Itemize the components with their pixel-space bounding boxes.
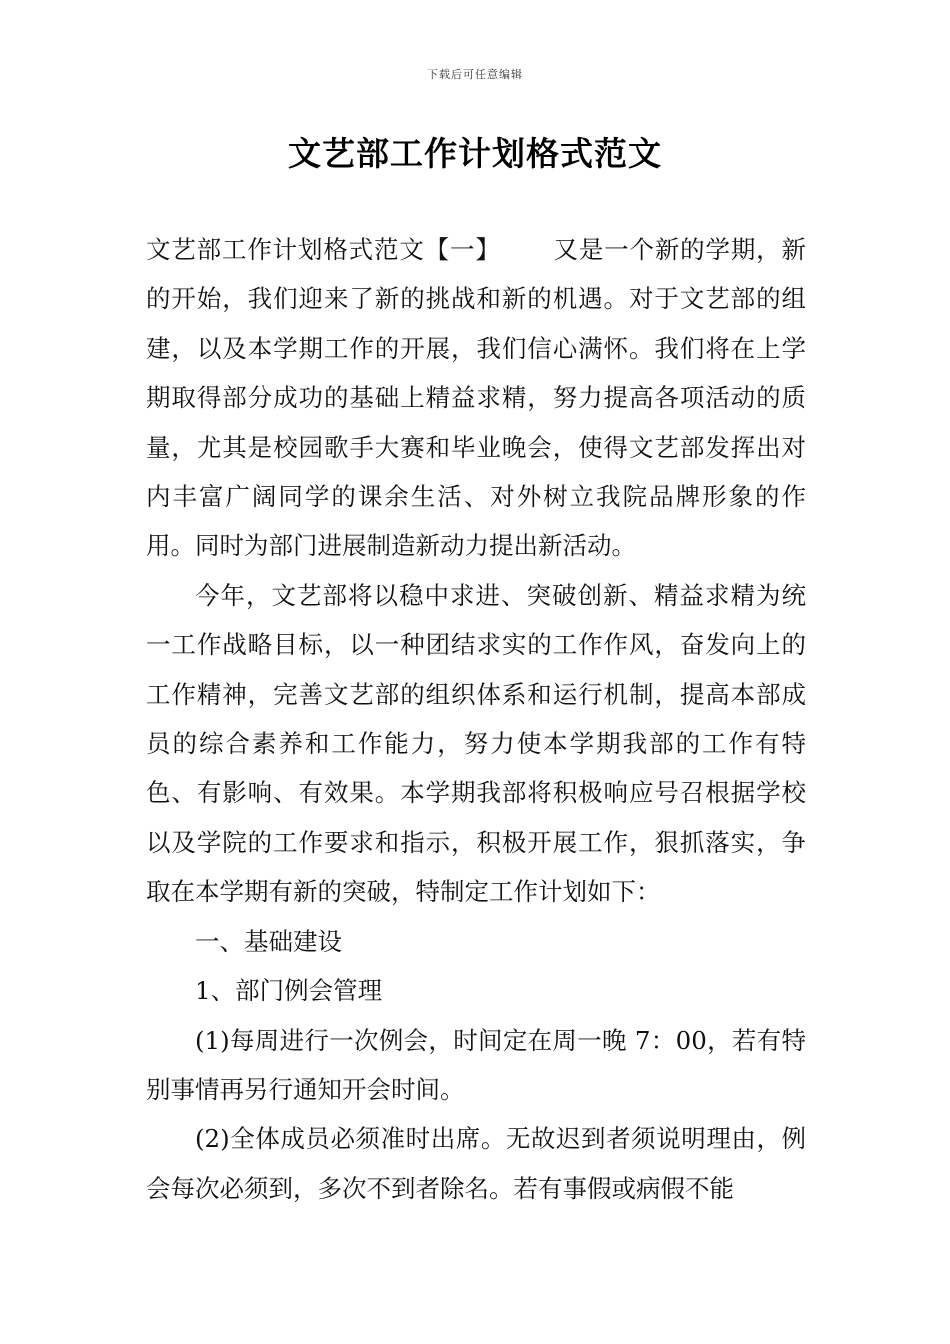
list-item-attendance: (2)全体成员必须准时出席。无故迟到者须说明理由，例会每次必须到，多次不到者除名。若有事假或病假不能 bbox=[146, 1124, 806, 1203]
paragraph-goals: 今年，文艺部将以稳中求进、突破创新、精益求精为统一工作战略目标，以一种团结求实的工作作风，奋发向上的工作精神，完善文艺部的组织体系和运行机制，提高本部成员的综合素养和工作能力，努力使本学期我部的工作有特色、有影响、有效果。本学期我部将积极响应号召根据学校以及学院的工作要求和指示，积极开展工作，狠抓落实，争取在本学期有新的突破，特制定工作计划如下： bbox=[146, 580, 806, 907]
paragraph-text: 又是一个新的学期，新的开始，我们迎来了新的挑战和新的机遇。对于文艺部的组建，以及本学期工作的开展，我们信心满怀。我们将在上学期取得部分成功的基础上精益求精，努力提高各项活动的质量，尤其是校园歌手大赛和毕业晚会，使得文艺部发挥出对内丰富广阔同学的课余生活、对外树立我院品牌形象的作用。同时为部门进展制造新动力提出新活动。 bbox=[146, 235, 807, 561]
list-item-weekly-meeting: (1)每周进行一次例会，时间定在周一晚 7：00，若有特别事情再另行通知开会时间。 bbox=[146, 1025, 806, 1104]
paragraph-intro bbox=[146, 225, 806, 571]
section-heading: 文艺部工作计划格式范文【一】 bbox=[146, 235, 501, 264]
subsection-heading-meeting-management: 1、部门例会管理 bbox=[195, 976, 383, 1006]
section-heading-basic-construction: 一、基础建设 bbox=[195, 926, 342, 956]
document-title: 文艺部工作计划格式范文 bbox=[288, 134, 662, 173]
header-note: 下载后可任意编辑 bbox=[427, 68, 523, 81]
document-body bbox=[146, 225, 806, 1213]
